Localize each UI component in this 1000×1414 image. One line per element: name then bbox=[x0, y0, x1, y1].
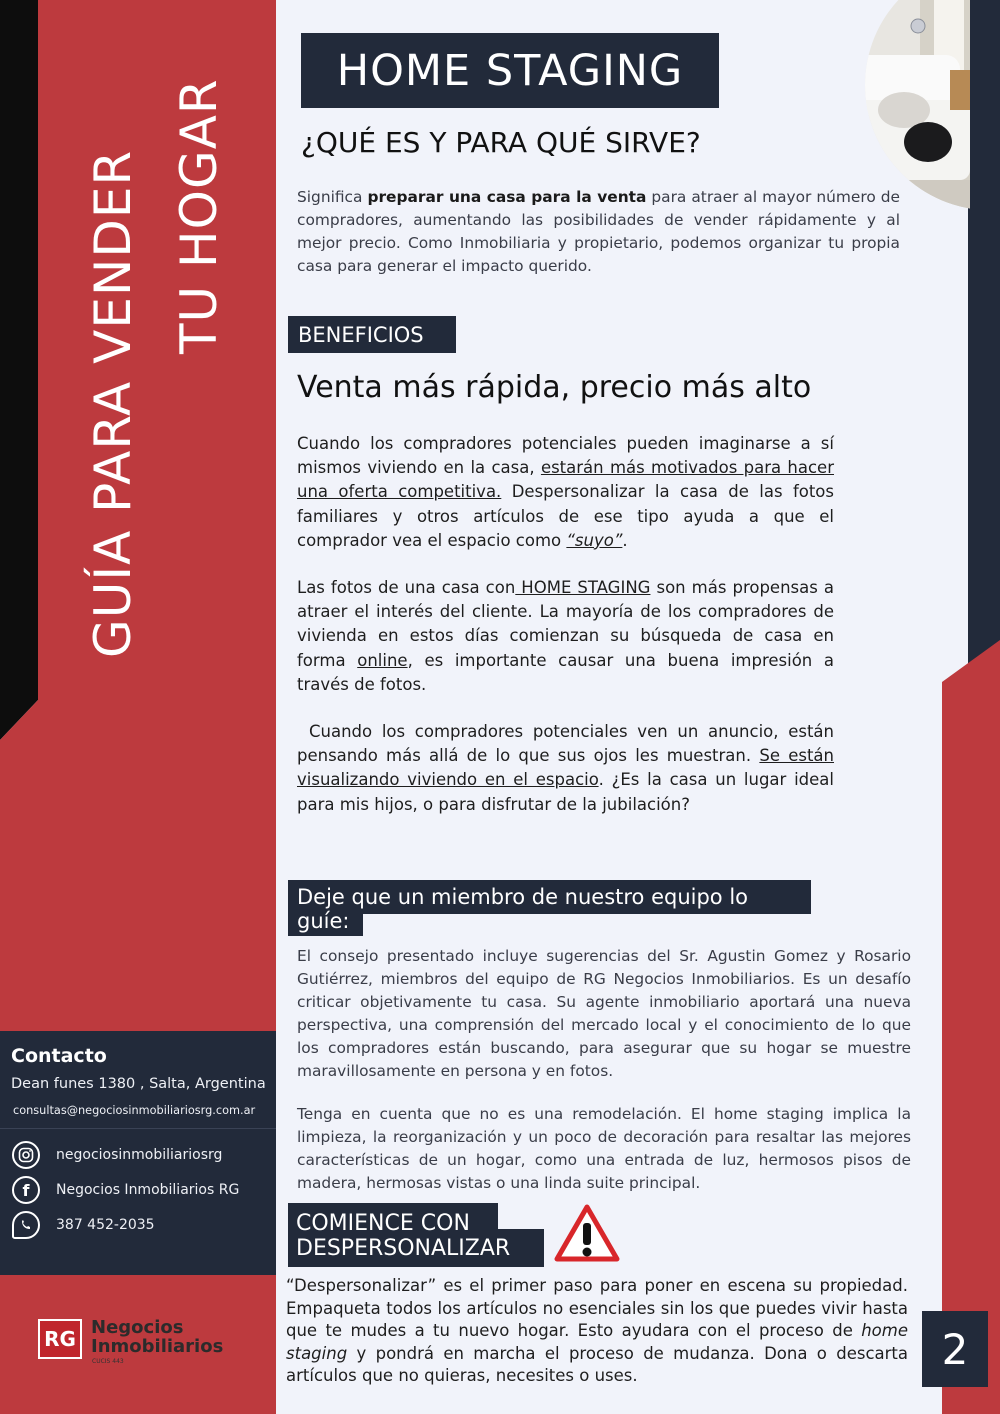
warning-icon bbox=[553, 1203, 621, 1263]
contact-instagram[interactable] bbox=[12, 1141, 222, 1169]
intro-paragraph: Significa preparar una casa para la venta para atraer al mayor número de compradores, aumentando las posibilidades de vender rápidamente y al mejor precio. Como Inmobiliaria y propietario, podemos organizar tu propia casa para generar el impacto querido. bbox=[297, 188, 901, 275]
contact-email[interactable]: consultas@negociosinmobiliariosrg.com.ar bbox=[13, 1104, 256, 1117]
equipo-paragraph-1: El consejo presentado incluye sugerencias del Sr. Agustin Gomez y Rosario Gutiérrez, miembros del equipo de RG Negocios Inmobiliarios. Es un desafío criticar objetivamente tu casa. Su agente inmobiliario aportará una nueva perspectiva, una comprensión del mercado local y el conocimiento de lo que los compradores están buscando, para asegurar que su hogar se muestre maravillosamente en persona y en fotos. bbox=[297, 947, 911, 1080]
beneficios-paragraph-2: Las fotos de una casa con HOME STAGING son más propensas a atraer el interés del cliente. La mayoría de los compradores de vivienda en estos días comienzan su búsqueda de casa en forma online, es importante causar una buena impresión a través de fotos. bbox=[297, 578, 835, 694]
facebook-icon: f bbox=[12, 1176, 40, 1204]
logo-small: CUCIS 443 bbox=[92, 1358, 124, 1365]
despersonalizar-tag-line2: DESPERSONALIZAR bbox=[296, 1236, 511, 1261]
facebook-handle: Negocios Inmobiliarios RG bbox=[56, 1182, 240, 1198]
despersonalizar-paragraph: “Despersonalizar” es el primer paso para poner en escena su propiedad. Empaqueta todos los artículos no esenciales sin los que puedes vivir hasta que te mudes a tu nuevo hogar. Esto ayudara con el proceso de home staging y pondrá en marcha el proceso de mudanza. Dona o descarta artículos que no quieras, necesites o uses. bbox=[286, 1276, 908, 1385]
page-title: HOME STAGING bbox=[336, 45, 684, 96]
page-subtitle: ¿QUÉ ES Y PARA QUÉ SIRVE? bbox=[301, 126, 701, 159]
contact-divider bbox=[0, 1128, 276, 1129]
equipo-tag-line1: Deje que un miembro de nuestro equipo lo bbox=[297, 885, 749, 909]
logo-line1: Negocios bbox=[91, 1317, 184, 1338]
beneficios-headline: Venta más rápida, precio más alto bbox=[297, 370, 812, 405]
equipo-tag-line2: guíe: bbox=[297, 909, 350, 933]
logo-mark: RG bbox=[38, 1319, 82, 1359]
whatsapp-number: 387 452-2035 bbox=[56, 1217, 155, 1233]
company-logo bbox=[38, 1316, 238, 1368]
equipo-paragraph-2: Tenga en cuenta que no es una remodelación. El home staging implica la limpieza, la reorganización y un poco de decoración para resaltar las mejores características de un hogar, como una entrada de luz, hermosos pisos de madera, hermosas vistas o una linda suite principal. bbox=[297, 1105, 911, 1192]
contact-whatsapp[interactable] bbox=[12, 1211, 155, 1239]
living-room-photo bbox=[830, 0, 970, 210]
logo-line2: Inmobiliarios bbox=[91, 1336, 224, 1357]
contact-address: Dean funes 1380 , Salta, Argentina bbox=[11, 1076, 266, 1092]
instagram-icon bbox=[12, 1141, 40, 1169]
side-title-line2: TU HOGAR bbox=[170, 78, 228, 354]
beneficios-tag bbox=[288, 316, 456, 353]
beneficios-paragraph-1: Cuando los compradores potenciales pueden imaginarse a sí mismos viviendo en la casa, estarán más motivados para hacer una oferta competitiva. Despersonalizar la casa de las fotos familiares y otros artículos de ese tipo ayuda a que el comprador vea el espacio como “suyo”. bbox=[297, 434, 835, 550]
instagram-handle: negociosinmobiliariosrg bbox=[56, 1147, 223, 1163]
side-title-line1: GUÍA PARA VENDER bbox=[84, 149, 142, 658]
page-number: 2 bbox=[941, 1324, 969, 1374]
beneficios-paragraph-3: Cuando los compradores potenciales ven un anuncio, están pensando más allá de lo que sus ojos les muestran. Se están visualizando viviendo en el espacio. ¿Es la casa un lugar ideal para mis hijos, o para disfrutar de la jubilación? bbox=[297, 722, 834, 814]
despersonalizar-tag-line1: COMIENCE CON bbox=[296, 1211, 470, 1236]
whatsapp-icon bbox=[12, 1211, 40, 1239]
contact-title: Contacto bbox=[11, 1045, 107, 1067]
page-number-box bbox=[922, 1311, 988, 1387]
page-title-box bbox=[301, 33, 719, 108]
contact-facebook[interactable] bbox=[12, 1176, 239, 1204]
beneficios-tag-label: BENEFICIOS bbox=[298, 322, 424, 347]
